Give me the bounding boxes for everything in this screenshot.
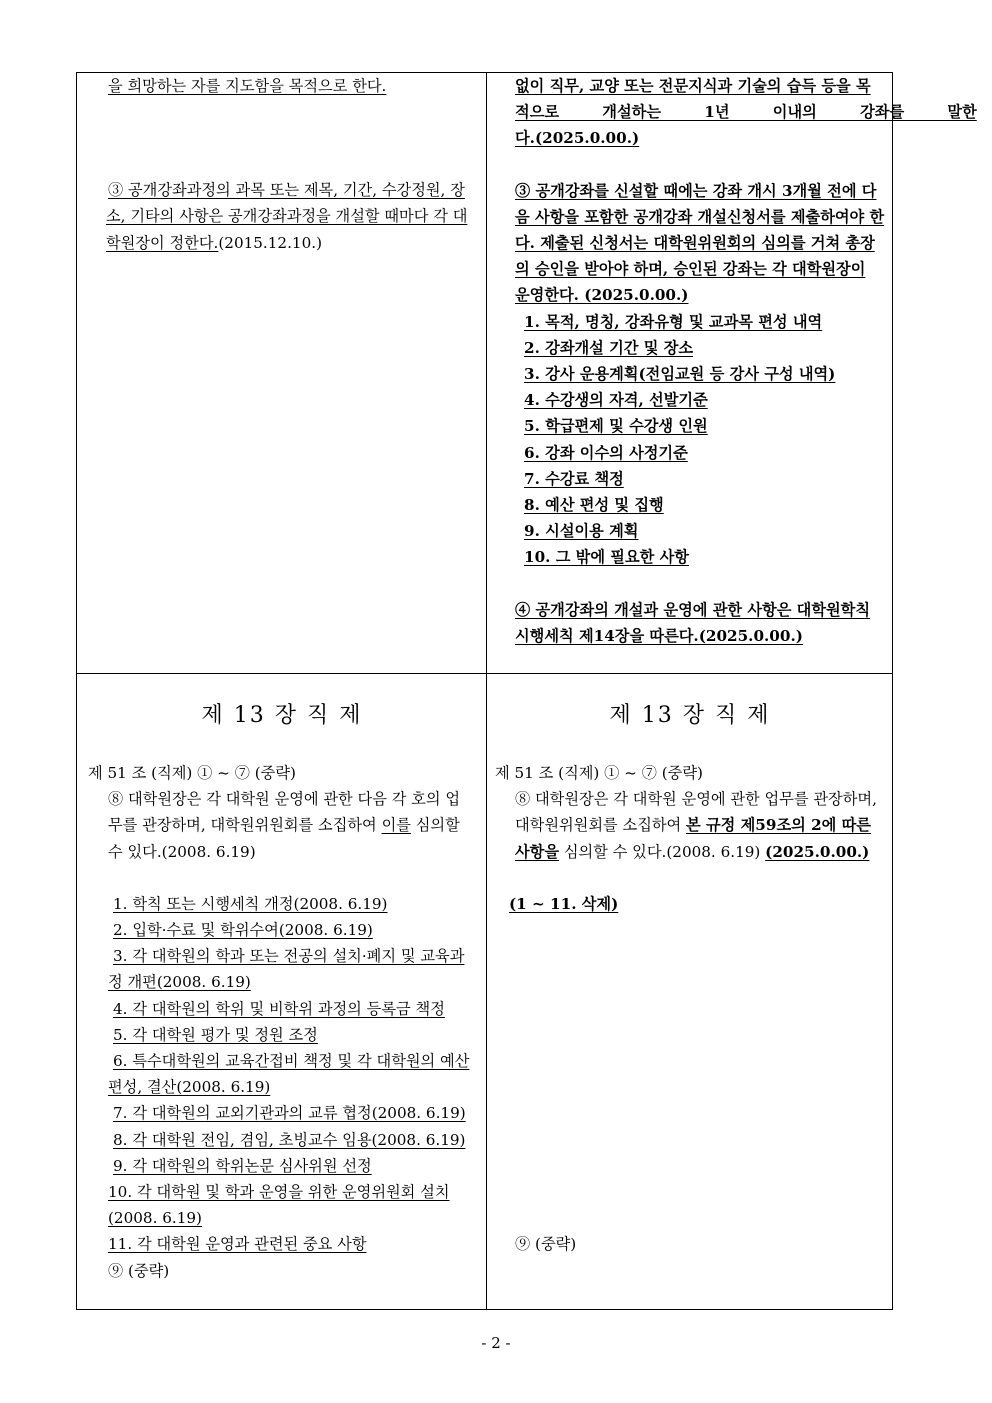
left-para9: ⑨ (중략) [108,1261,170,1280]
right-top-cell [515,73,977,649]
right-article-title: 제 51 조 (직제) ① ~ ⑦ (중략) [495,764,703,782]
left-item-10-cont: (2008. 6.19) [108,1209,202,1228]
right-para4-line1: ④ 공개강좌의 개설과 운영에 관한 사항은 대학원학칙 [515,600,871,619]
right-para8-line2 [515,812,887,838]
left-item-3-cont: 정 개편(2008. 6.19) [108,973,251,992]
left-para3-line2: 소, 기타의 사항은 공개강좌과정을 개설할 때마다 각 대 [106,207,468,226]
right-para8-line3-date: (2025.0.00.) [765,842,870,861]
left-item-9: 9. 각 대학원의 학위논문 심사위원 선정 [113,1156,372,1175]
right-item-4: 4. 수강생의 자격, 선발기준 [524,391,708,410]
right-item-5: 5. 학급편제 및 수강생 인원 [524,417,708,436]
left-item-2: 2. 입학·수료 및 학위수여(2008. 6.19) [113,921,373,940]
left-item-5: 5. 각 대학원 평가 및 정원 조정 [113,1025,318,1044]
left-para3-line3 [106,230,476,256]
column-divider [486,72,487,1310]
right-top-line3: 다.(2025.0.00.) [515,129,640,148]
right-para3-line3: 다. 제출된 신청서는 대학원위원회의 심의를 거쳐 총장 [515,234,875,253]
left-chapter-title: 제 13 장 직 제 [201,703,363,728]
left-item-11: 11. 각 대학원 운영과 관련된 중요 사항 [108,1235,367,1254]
left-para3-date: (2015.12.10.) [218,233,322,252]
left-item-3: 3. 각 대학원의 학과 또는 전공의 설치·폐지 및 교육과 [113,947,465,966]
right-para3-line2: 음 사항을 포함한 공개강좌 개설신청서를 제출하여야 한 [515,207,885,226]
right-item-3: 3. 강사 운용계획(전임교원 등 강사 구성 내역) [524,365,836,384]
left-item-10: 10. 각 대학원 및 학과 운영을 위한 운영위원회 설치 [108,1183,450,1202]
left-para8-line1: ⑧ 대학원장은 각 대학원 운영에 관한 다음 각 호의 업 [108,790,461,809]
right-item-10: 10. 그 밖에 필요한 사항 [524,548,689,567]
left-top-cell [108,73,476,256]
left-item-6-cont: 편성, 결산(2008. 6.19) [108,1078,271,1097]
right-para8-line3-underlined: 사항을 [515,842,560,861]
left-article-title: 제 51 조 (직제) ① ~ ⑦ (중략) [88,764,296,782]
right-para3-line4: 의 승인을 받아야 하며, 승인된 강좌는 각 대학원장이 [515,260,866,279]
right-item-8: 8. 예산 편성 및 집행 [524,496,664,515]
left-top-line1: 을 희망하는 자를 지도함을 목적으로 한다. [108,77,387,95]
left-para8-line2-a: 무를 관장하며, 대학원위원회를 소집하여 [108,816,382,835]
right-para8-line2-underlined: 본 규정 제59조의 2에 따른 [686,816,871,835]
left-para8-line2 [108,812,478,838]
right-chapter-title: 제 13 장 직 제 [609,703,771,728]
right-item-7: 7. 수강료 책정 [524,469,624,488]
right-deleted-items: (1 ~ 11. 삭제) [509,894,619,913]
right-para4-line2: 시행세칙 제14장을 따른다.(2025.0.00.) [515,626,803,645]
right-para8-line3 [515,839,887,865]
right-para3-line5: 운영한다. (2025.0.00.) [515,286,689,305]
left-item-6: 6. 특수대학원의 교육간접비 책정 및 각 대학원의 예산 [113,1052,470,1071]
left-para8-line3: 수 있다.(2008. 6.19) [108,842,256,861]
right-bottom-cell [495,760,887,1257]
left-item-4: 4. 각 대학원의 학위 및 비학위 과정의 등록금 책정 [113,999,445,1018]
left-item-1: 1. 학칙 또는 시행세칙 개정(2008. 6.19) [113,894,388,913]
right-para9: ⑨ (중략) [515,1235,577,1254]
right-item-9: 9. 시설이용 계획 [524,522,639,541]
right-para8-line2-a: 대학원위원회를 소집하여 [515,816,687,835]
left-para3-line3-text: 학원장이 정한다. [106,233,219,252]
left-para8-line2-b: 심의할 [410,816,460,835]
left-bottom-cell [88,760,478,1284]
left-item-7: 7. 각 대학원의 교외기관과의 교류 협정(2008. 6.19) [113,1104,466,1123]
right-para8-line3-b: 심의할 수 있다.(2008. 6.19) [559,842,766,861]
right-item-6: 6. 강좌 이수의 사정기준 [524,443,688,462]
left-item-8: 8. 각 대학원 전임, 겸임, 초빙교수 임용(2008. 6.19) [113,1130,466,1149]
right-item-2: 2. 강좌개설 기간 및 장소 [524,338,694,357]
page-number: - 2 - [481,1334,511,1352]
left-para3-line1: ③ 공개강좌과정의 과목 또는 제목, 기간, 수강정원, 장 [108,181,465,200]
left-para8-line2-underlined: 이를 [381,816,411,835]
right-top-line1: 없이 직무, 교양 또는 전문지식과 기술의 습득 등을 목 [515,77,871,95]
right-para8-line1: ⑧ 대학원장은 각 대학원 운영에 관한 업무를 관장하며, [515,790,877,809]
right-para3-line1: ③ 공개강좌를 신설할 때에는 강좌 개시 3개월 전에 다 [515,181,877,200]
row-divider [76,673,893,674]
right-item-1: 1. 목적, 명칭, 강좌유형 및 교과목 편성 내역 [524,312,823,331]
right-top-line2 [515,99,977,125]
right-top-line2-text: 적으로 개설하는 1년 이내의 강좌를 말한 [515,103,977,122]
